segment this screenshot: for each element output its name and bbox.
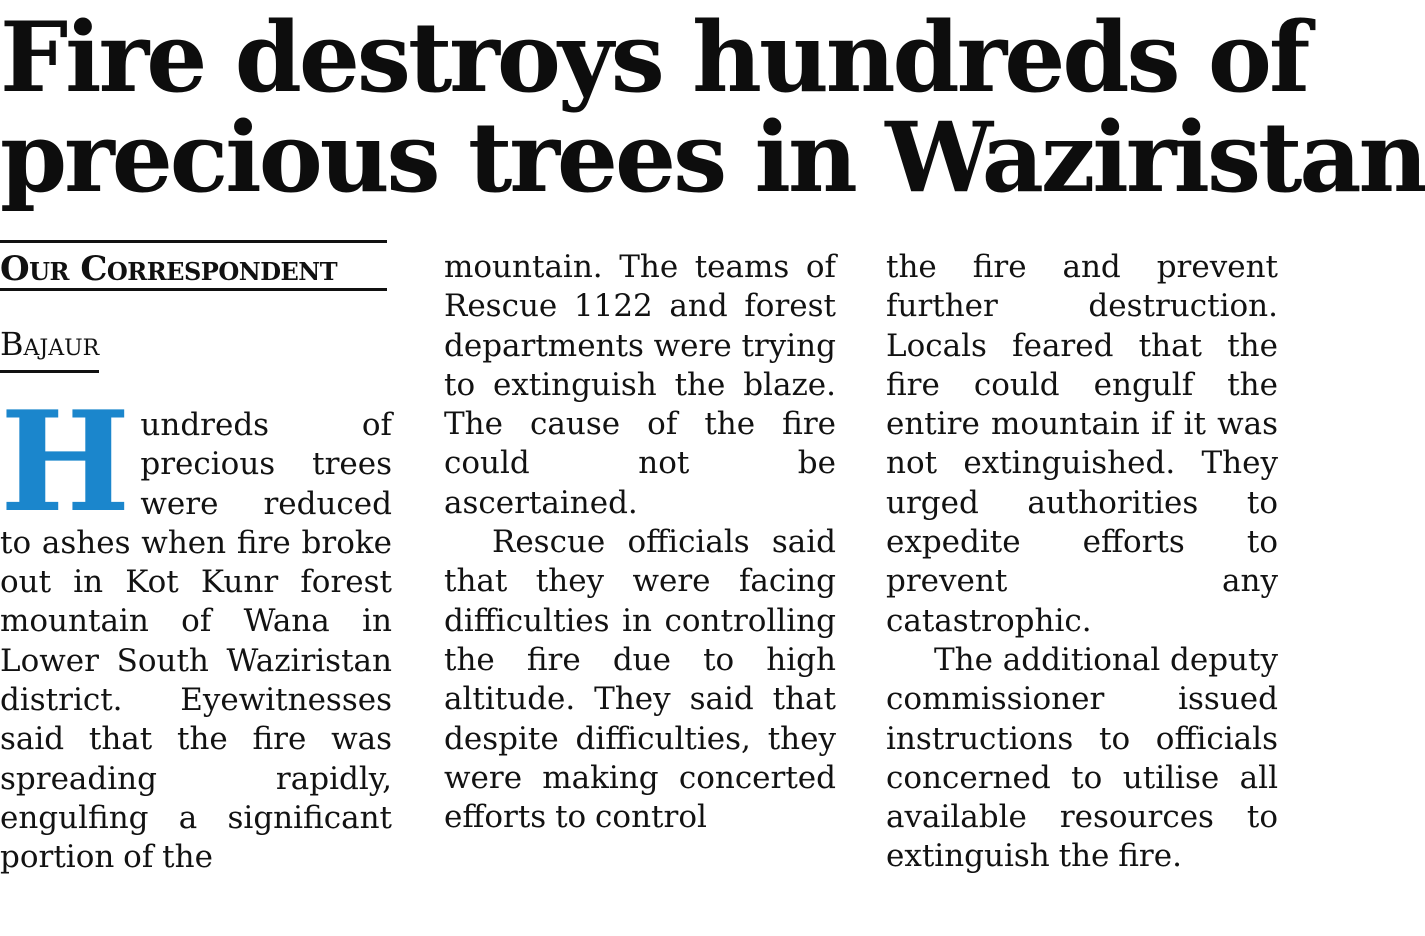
byline-box bbox=[0, 240, 387, 291]
drop-cap: H bbox=[0, 380, 131, 543]
paragraph-3: The additional deputy commissioner issued instructions to officials concerned to utilise all available resources to extinguish the fire. bbox=[886, 641, 1278, 875]
article-column-3 bbox=[886, 248, 1278, 877]
paragraph-2: Rescue officials said that they were facing difficulties in controlling the fire due to high altitude. They said that despite difficulties, they were making concerted efforts to control bbox=[444, 524, 836, 836]
article-column-1 bbox=[0, 380, 392, 878]
headline bbox=[0, 1, 1425, 214]
headline-line-2: precious trees in Waziristan bbox=[0, 101, 1425, 214]
headline-line-1: Fire destroys hundreds of bbox=[0, 1, 1308, 114]
paragraph-1-continued: mountain. The teams of Rescue 1122 and forest departments were trying to extinguish the blaze. The cause of the fire could not be ascertained. bbox=[444, 249, 836, 521]
article-column-2 bbox=[444, 248, 836, 837]
paragraph-1: undreds of precious trees were reduced to ashes when fire broke out in Kot Kunr forest mountain of Wana in Lower South Waziristan district. Eyewitnesses said that the fire was spreading rapidly, engulfing a significant portion of the bbox=[0, 407, 392, 876]
dateline: Bajaur bbox=[0, 324, 99, 373]
paragraph-2-continued: the fire and prevent further destruction. Locals feared that the fire could engulf the entire mountain if it was not extinguished. They urged authorities to expedite efforts to prevent any catastrophic. bbox=[886, 249, 1278, 639]
byline: Our Correspondent bbox=[0, 249, 338, 289]
